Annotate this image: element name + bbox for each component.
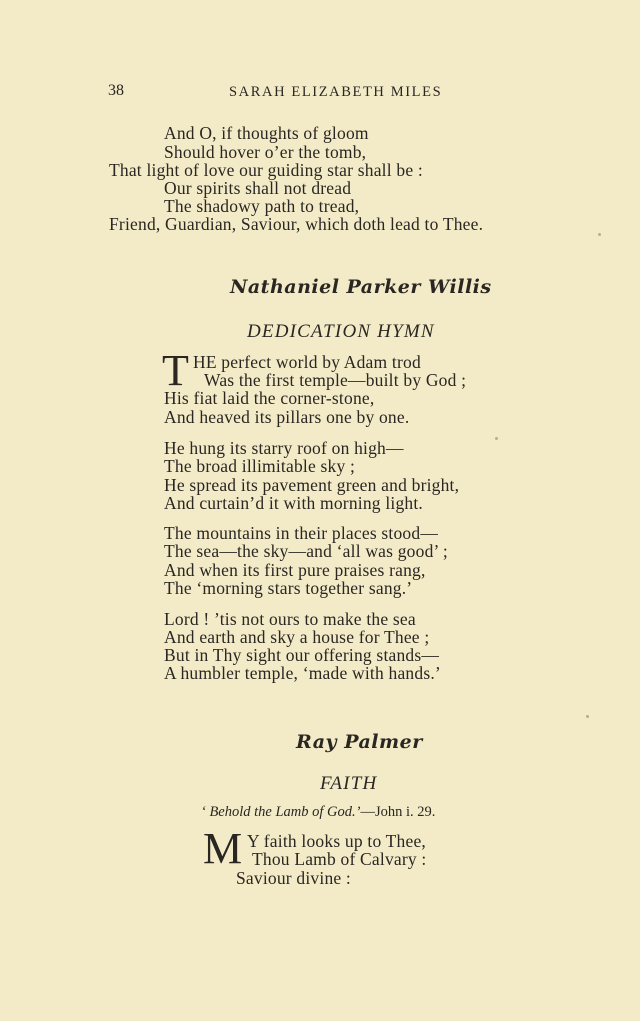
poem-line: And heaved its pillars one by one. (164, 407, 410, 427)
poem-title: FAITH (320, 773, 378, 794)
epigraph-reference: —John i. 29. (360, 804, 436, 820)
poem-line: And curtain’d it with morning light. (164, 493, 423, 513)
poem-line: And O, if thoughts of gloom (164, 123, 369, 143)
poem-line: The ‘morning stars together sang.’ (164, 578, 413, 598)
drop-cap: T (162, 346, 189, 395)
drop-cap: M (203, 824, 243, 873)
poem-line: He spread its pavement green and bright, (164, 475, 460, 495)
poem-line: That light of love our guiding star shall be : (109, 160, 423, 180)
poem-line: Lord ! ’tis not ours to make the sea (164, 609, 416, 629)
poem-line: His fiat laid the corner-stone, (164, 388, 375, 408)
epigraph (201, 804, 435, 821)
poem-line: But in Thy sight our offering stands— (164, 645, 440, 665)
author-heading: Nathaniel Parker Willis (230, 276, 492, 298)
author-heading: Ray Palmer (296, 731, 423, 753)
poem-line: A humbler temple, ‘made with hands.’ (164, 663, 441, 683)
poem-line: Friend, Guardian, Saviour, which doth lead to Thee. (109, 214, 484, 234)
epigraph-quote: ‘ Behold the Lamb of God.’ (201, 804, 361, 820)
poem-line: Should hover o’er the tomb, (164, 142, 367, 162)
poem-line: Was the first temple—built by God ; (204, 370, 467, 390)
poem-line: HE perfect world by Adam trod (193, 352, 421, 372)
poem-line: He hung its starry roof on high— (164, 438, 404, 458)
poem-line: Our spirits shall not dread (164, 178, 352, 198)
paper-speck (495, 437, 498, 440)
poem-title: DEDICATION HYMN (247, 321, 435, 342)
running-head: SARAH ELIZABETH MILES (229, 84, 443, 100)
poem-line: Saviour divine : (236, 868, 351, 888)
poem-line: The mountains in their places stood— (164, 523, 439, 543)
poem-line: The shadowy path to tread, (164, 196, 360, 216)
poem-line: And when its first pure praises rang, (164, 560, 426, 580)
page-number: 38 (108, 82, 124, 99)
poem-line: Thou Lamb of Calvary : (252, 849, 427, 869)
paper-speck (598, 233, 601, 236)
poem-line: Y faith looks up to Thee, (247, 831, 427, 851)
paper-speck (586, 715, 589, 718)
poem-line: The broad illimitable sky ; (164, 456, 356, 476)
poem-line: And earth and sky a house for Thee ; (164, 627, 430, 647)
poem-line: The sea—the sky—and ‘all was good’ ; (164, 541, 448, 561)
